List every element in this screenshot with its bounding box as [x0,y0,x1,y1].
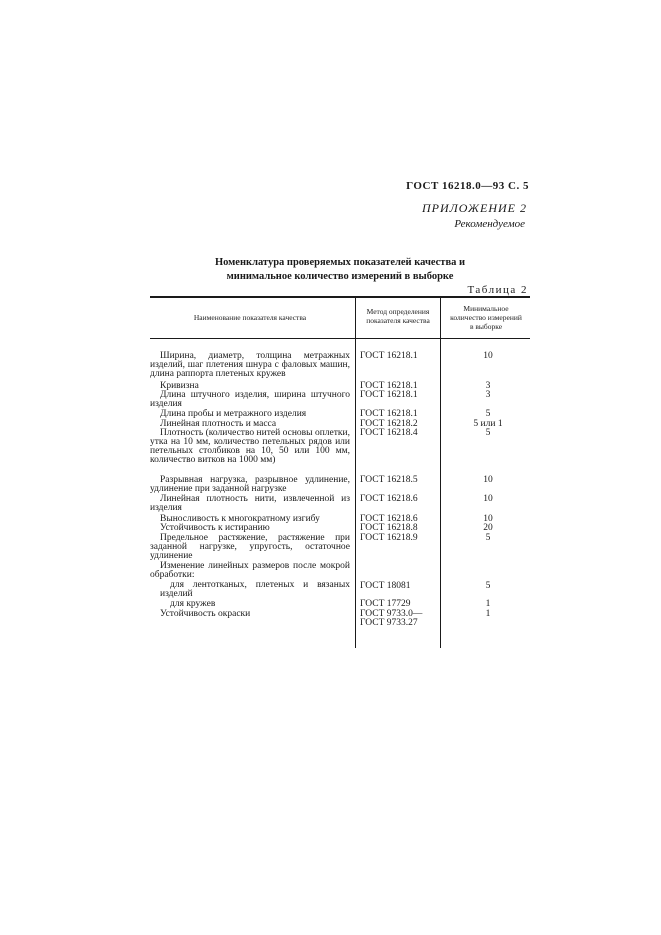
table-row-count: 5 [485,533,491,543]
table-row-method: ГОСТ 16218.1 [360,351,418,361]
table-row-count: 5 [485,428,491,438]
table-row-name: для лентотканых, плетеных и вязаных изделий [160,580,350,599]
table-row-count: 5 [485,581,491,591]
table-row-count: 3 [485,390,491,400]
page-reference: ГОСТ 16218.0—93 С. 5 [406,180,529,192]
column-header-method: Метод определения показателя качества [366,307,430,325]
table-row-count: 10 [483,494,493,504]
table-row-name: Кривизна [160,381,199,391]
table-row-name: Длина пробы и метражного изделия [160,409,307,419]
table-row-name: Линейная плотность и масса [160,419,277,429]
table-row-name: Разрывная нагрузка, разрывное удлинение, удлинение при заданной нагрузке [150,475,350,494]
table-row-name: Линейная плотность нити, извлеченной из изделия [150,494,350,513]
table-title-line-1: Номенклатура проверяемых показателей качества и [214,257,466,268]
table-row-method: ГОСТ 16218.5 [360,475,418,485]
column-divider-1 [355,298,356,648]
table-row-method: ГОСТ 16218.6 [360,494,418,504]
table-row-name: Выносливость к многократному изгибу [160,514,320,524]
table-title [150,256,530,284]
table-row-method: ГОСТ 18081 [360,581,411,591]
table-row-count: 5 [485,409,491,419]
table-row-method: ГОСТ 9733.0— ГОСТ 9733.27 [360,609,423,628]
table-top-rule [150,296,530,298]
table-row-method: ГОСТ 16218.9 [360,533,418,543]
table-row-count: 1 [485,599,491,609]
table-title-line-2: минимальное количество измерений в выборке [226,271,454,282]
table-row-name: Предельное растяжение, растяжение при заданной нагрузке, упругость, остаточное удлинение [150,533,350,561]
table-row-method: ГОСТ 17729 [360,599,411,609]
table-row-count: 20 [483,523,493,533]
table-row-name: Устойчивость окраски [160,609,251,619]
column-divider-2 [440,298,441,648]
table-row-count: 3 [485,381,491,391]
recommended-label: Рекомендуемое [454,218,525,230]
table-row-name: Изменение линейных размеров после мокрой обработки: [150,561,350,580]
table-row-method: ГОСТ 16218.6 [360,514,418,524]
table-row-method: ГОСТ 16218.1 [360,390,418,400]
table-row-name: Ширина, диаметр, толщина метражных изделий, шаг плетения шнура с фаловых машин, длина раппорта плетеных кружев [150,351,350,379]
appendix-label: ПРИЛОЖЕНИЕ 2 [422,201,527,215]
table-row-method: ГОСТ 16218.1 [360,409,418,419]
table-header-rule [150,338,530,339]
table-row-method: ГОСТ 16218.1 [360,381,418,391]
table-caption: Таблица 2 [467,284,528,296]
table-row-method: ГОСТ 16218.8 [360,523,418,533]
table-row-name: для кружев [170,599,216,609]
column-header-count: Минимальное количество измерений в выборке [450,304,522,331]
table-row-count: 10 [483,351,493,361]
table-row-count: 1 [485,609,491,619]
table-row-count: 10 [483,475,493,485]
table-row-method: ГОСТ 16218.4 [360,428,418,438]
table-row-count: 10 [483,514,493,524]
table-row-count: 5 или 1 [473,419,503,429]
table-row-method: ГОСТ 16218.2 [360,419,418,429]
column-header-name: Наименование показателя качества [193,313,307,322]
table-row-name: Длина штучного изделия, ширина штучного изделия [150,390,350,409]
table-row-name: Плотность (количество нитей основы оплетки, утка на 10 мм, количество петельных рядов или петельных столбиков на 10, 50 или 100 мм, количество витков на 1000 мм) [150,428,350,465]
table-row-name: Устойчивость к истиранию [160,523,270,533]
